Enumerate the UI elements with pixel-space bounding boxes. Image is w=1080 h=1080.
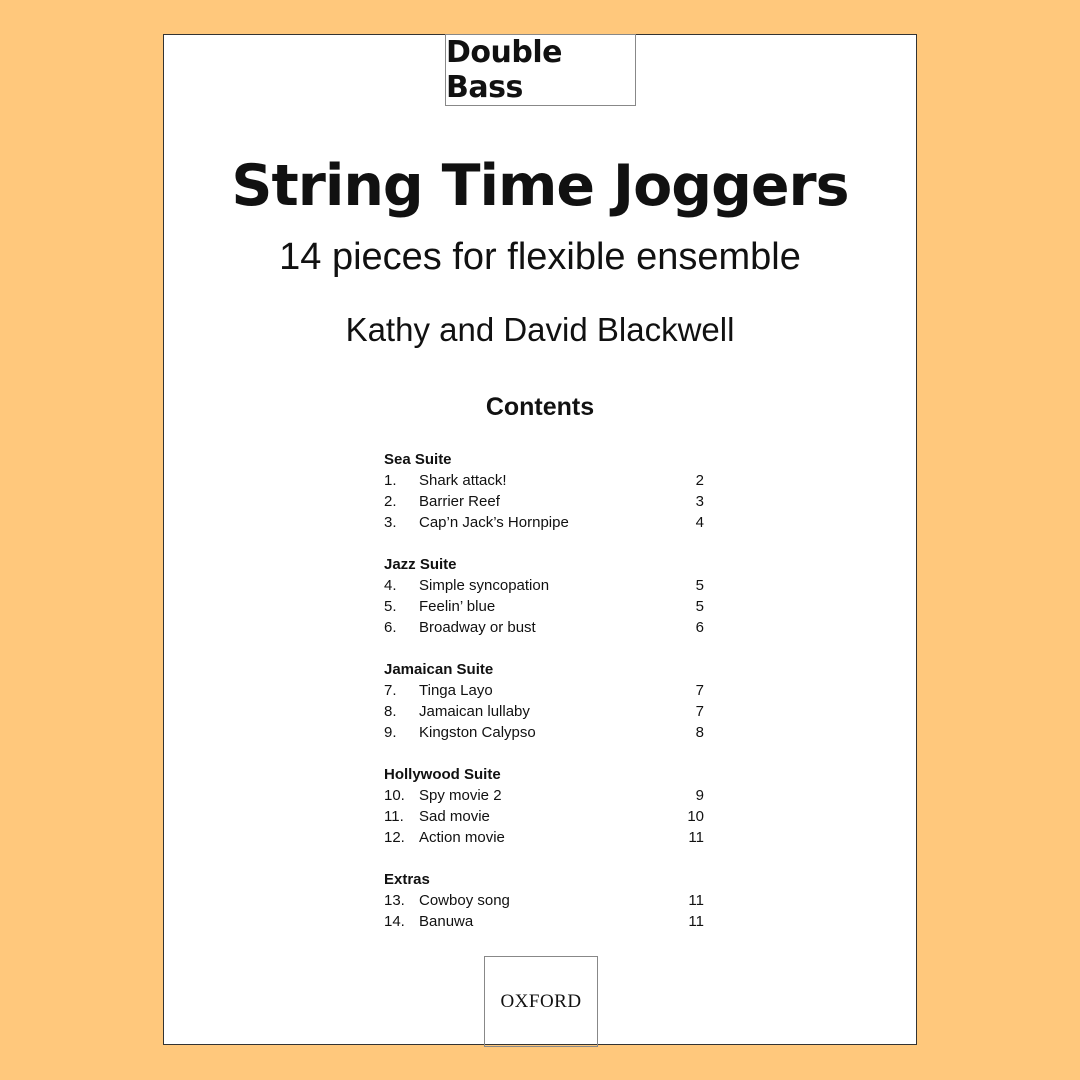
piece-page: 2 [695,472,704,489]
piece-number: 1. [384,472,397,489]
toc-suite [384,869,704,932]
piece-page: 8 [695,724,704,741]
toc-suite [384,659,704,743]
piece-name: Barrier Reef [419,493,500,510]
piece-page: 4 [695,514,704,531]
toc-row [384,890,704,911]
piece-number: 2. [384,493,397,510]
piece-name: Simple syncopation [419,577,550,594]
piece-name: Cap’n Jack’s Hornpipe [419,514,569,531]
piece-number: 11. [384,808,404,825]
piece-page: 7 [695,703,704,720]
table-of-contents [384,449,704,953]
contents-heading: Contents [485,393,595,421]
book-cover-page [163,34,917,1045]
suite-title: Jazz Suite [384,556,457,573]
piece-number: 7. [384,682,397,699]
piece-number: 9. [384,724,397,741]
piece-page: 3 [695,493,704,510]
suite-title: Sea Suite [384,451,452,468]
toc-suite [384,554,704,638]
toc-row [384,827,704,848]
piece-number: 14. [384,913,405,930]
toc-row [384,596,704,617]
piece-name: Cowboy song [419,892,510,909]
piece-page: 5 [695,577,704,594]
book-title: String Time Joggers [231,153,849,219]
piece-name: Broadway or bust [419,619,536,636]
piece-name: Sad movie [419,808,490,825]
piece-number: 12. [384,829,405,846]
piece-number: 6. [384,619,397,636]
piece-number: 13. [384,892,405,909]
piece-page: 11 [688,892,704,909]
piece-page: 9 [695,787,704,804]
toc-suite [384,764,704,848]
piece-page: 11 [688,913,704,930]
piece-number: 3. [384,514,397,531]
toc-row [384,512,704,533]
toc-row [384,806,704,827]
suite-title: Jamaican Suite [384,661,494,678]
piece-number: 10. [384,787,405,804]
piece-number: 4. [384,577,397,594]
book-subtitle: 14 pieces for flexible ensemble [279,236,801,278]
piece-page: 11 [688,829,704,846]
toc-row [384,491,704,512]
publisher-logo: OXFORD [484,956,598,1047]
suite-title: Extras [384,871,430,888]
piece-page: 7 [695,682,704,699]
toc-row [384,722,704,743]
piece-name: Action movie [419,829,505,846]
piece-name: Tinga Layo [419,682,493,699]
book-authors: Kathy and David Blackwell [345,311,735,348]
piece-name: Shark attack! [419,472,507,489]
suite-title: Hollywood Suite [384,766,501,783]
toc-row [384,575,704,596]
toc-row [384,911,704,932]
piece-number: 8. [384,703,397,720]
toc-row [384,470,704,491]
instrument-label: Double Bass [445,34,636,106]
piece-name: Spy movie 2 [419,787,502,804]
toc-row [384,617,704,638]
toc-row [384,785,704,806]
piece-page: 6 [695,619,704,636]
piece-name: Banuwa [419,913,474,930]
piece-name: Jamaican lullaby [419,703,530,720]
toc-row [384,680,704,701]
piece-number: 5. [384,598,397,615]
piece-page: 5 [695,598,704,615]
piece-name: Feelin’ blue [419,598,496,615]
toc-suite [384,449,704,533]
toc-row [384,701,704,722]
piece-name: Kingston Calypso [419,724,536,741]
piece-page: 10 [687,808,704,825]
